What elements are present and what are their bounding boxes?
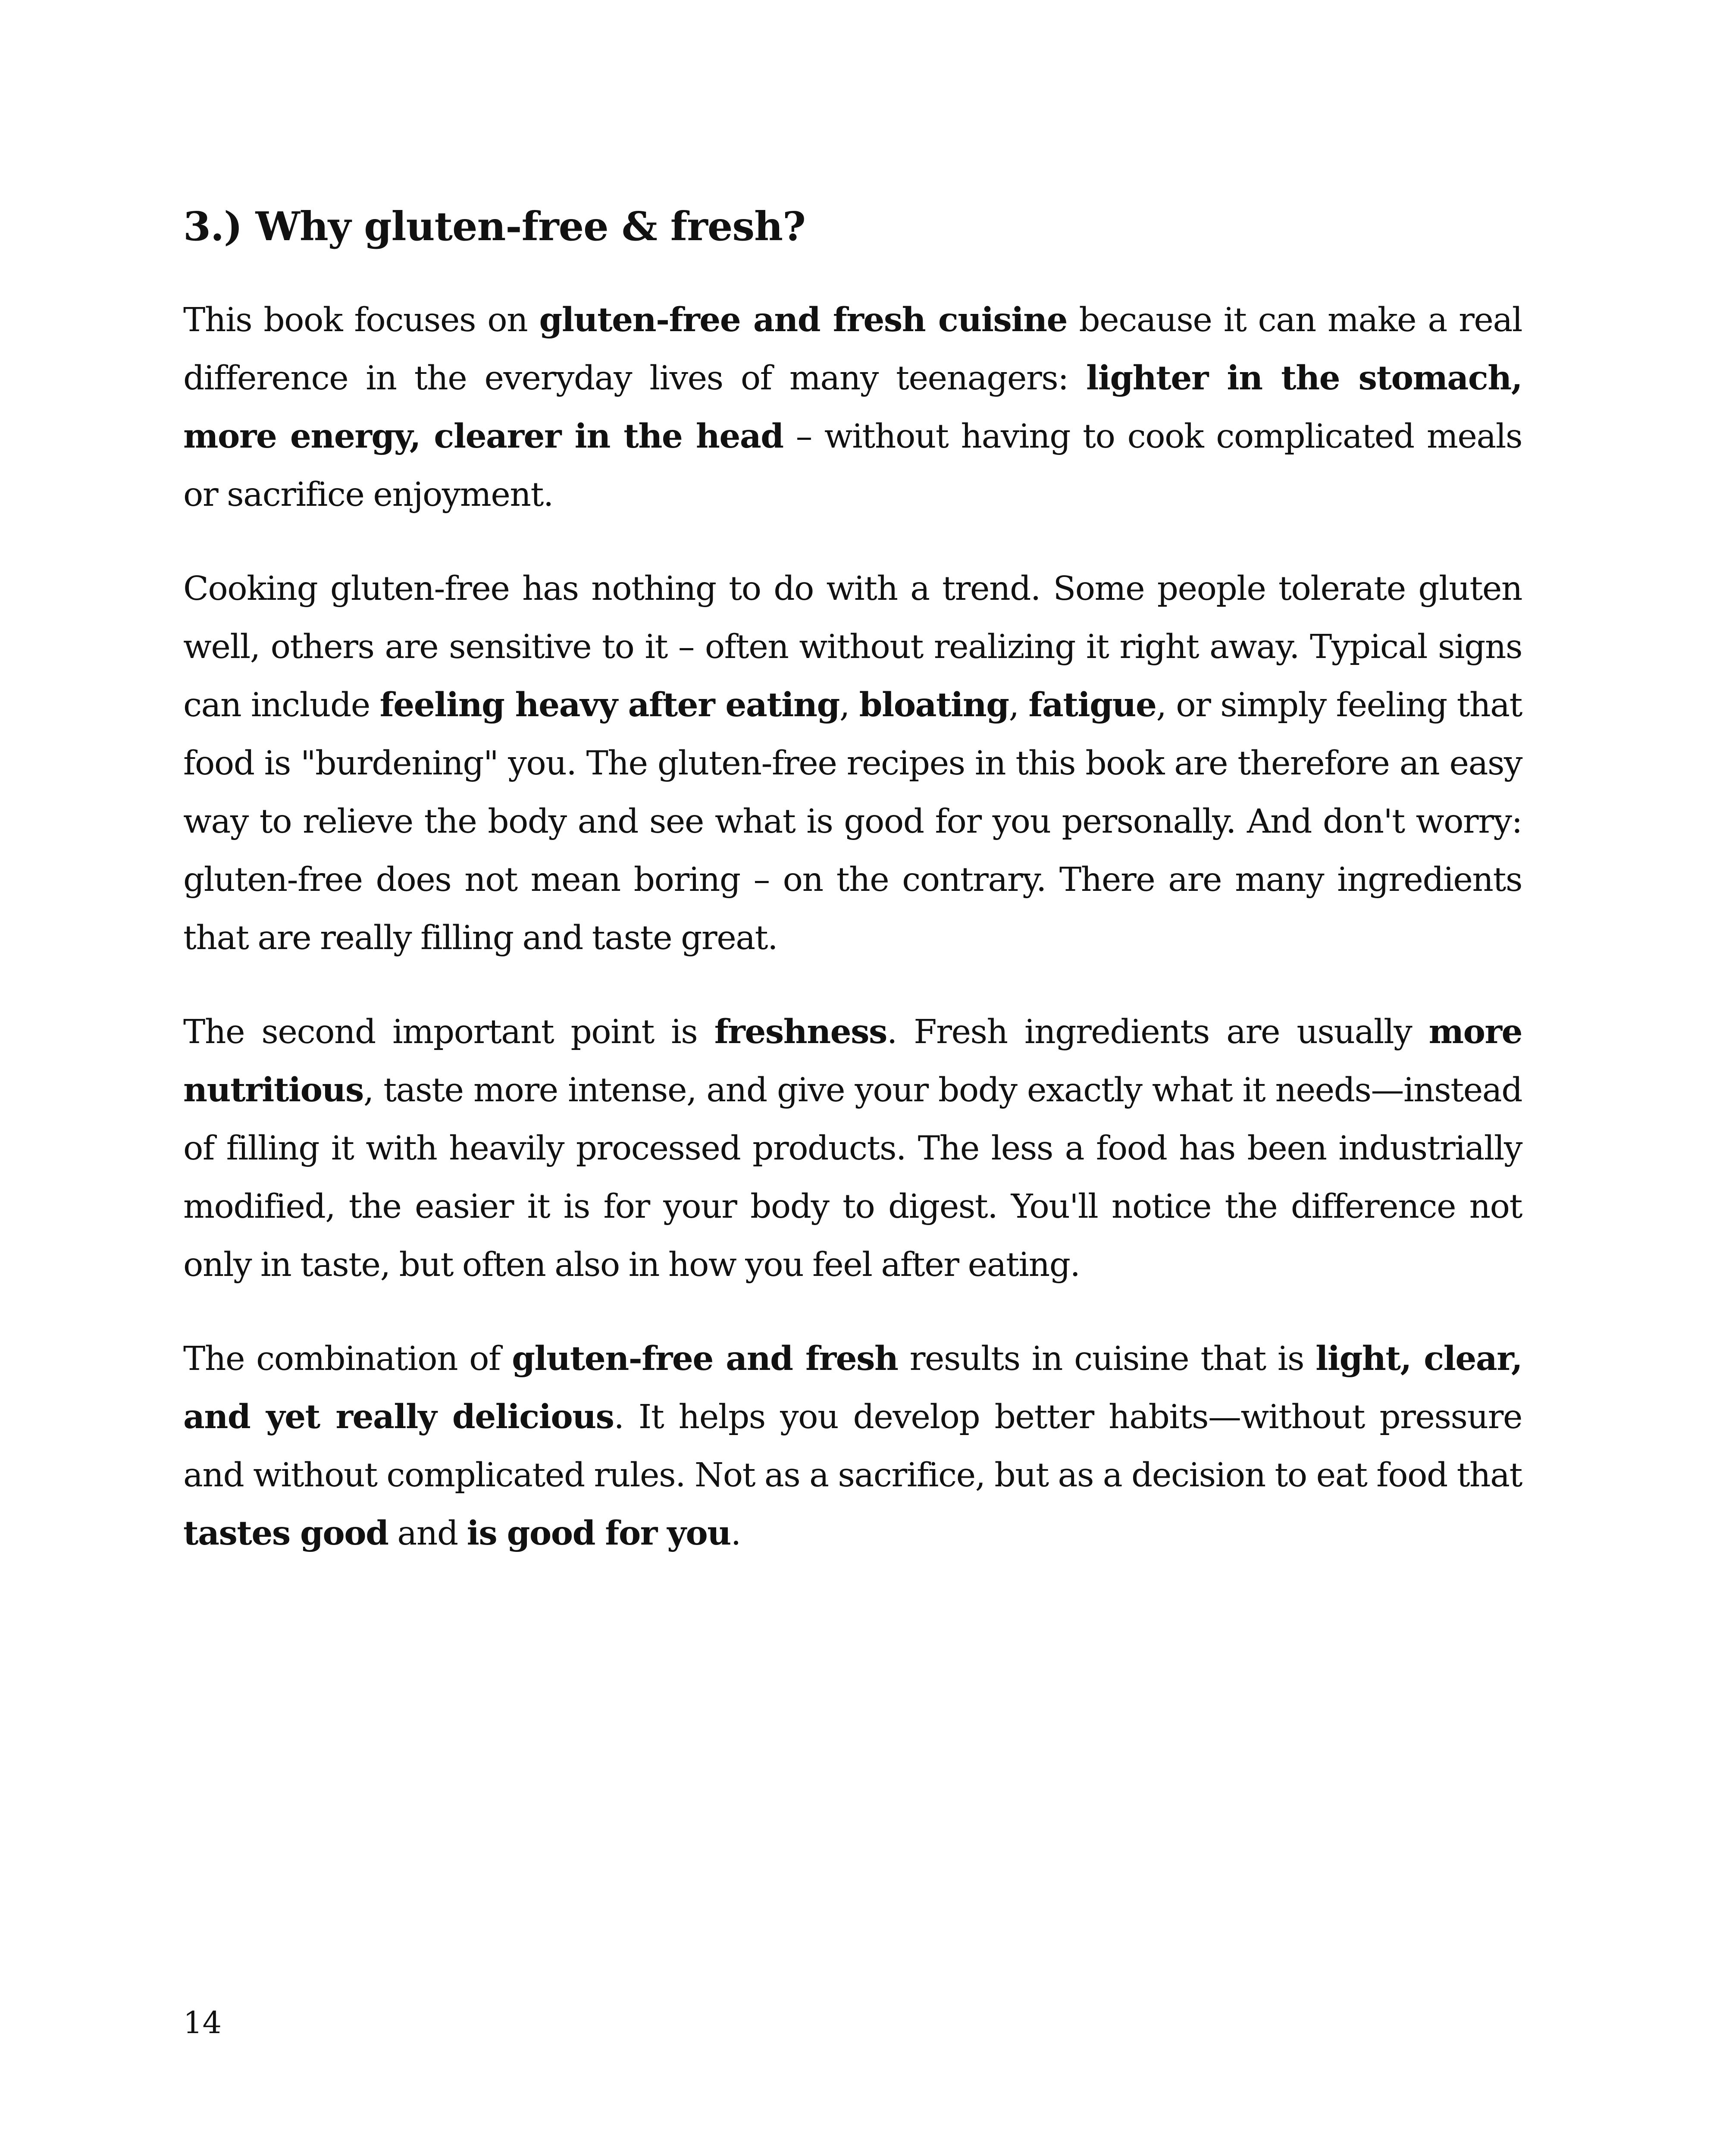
paragraph — [183, 291, 1522, 524]
text-run: and — [388, 1514, 467, 1553]
bold-text: lighter in the stomach, more energy, clearer in the head — [183, 359, 1522, 456]
text-run: . — [730, 1514, 741, 1553]
text-run: The combination of — [183, 1340, 512, 1379]
text-run: The second important point is — [183, 1013, 714, 1052]
bold-text: fatigue — [1028, 686, 1156, 725]
bold-text: feeling heavy after eating — [379, 686, 839, 725]
bold-text: more nutritious — [183, 1012, 1522, 1110]
bold-text: is good for you — [467, 1514, 731, 1553]
text-run: . Fresh ingredients are usually — [886, 1013, 1429, 1052]
text-run: , — [839, 686, 859, 725]
bold-text: bloating — [859, 686, 1009, 725]
text-run: , — [1009, 686, 1029, 725]
text-run: because it can make a real difference in the everyday lives of many teenagers: — [183, 301, 1522, 398]
text-run: . It helps you develop better habits—without pressure and without complicated rules. Not as a sacrifice, but as a decision to eat food that — [183, 1398, 1522, 1495]
bold-text: gluten-free and fresh — [512, 1339, 898, 1379]
text-run: Cooking gluten-free has nothing to do with a trend. Some people tolerate gluten well, others are sensitive to it – often without realizing it right away. Typical signs can include — [183, 570, 1522, 725]
section-heading: 3.) Why gluten-free & fresh? — [183, 203, 805, 250]
text-run: – without having to cook complicated meals or sacrifice enjoyment. — [183, 417, 1522, 514]
page-number: 14 — [183, 2005, 222, 2040]
text-run: , taste more intense, and give your body exactly what it needs—instead of filling it with heavily processed products. The less a food has been industrially modified, the easier it is for your body to digest. You'll notice the difference not only in taste, but often also in how you feel after eating. — [183, 1071, 1522, 1285]
bold-text: freshness — [714, 1012, 887, 1052]
text-run: results in cuisine that is — [898, 1340, 1316, 1379]
text-run: This book focuses on — [183, 301, 539, 340]
text-run: , or simply feeling that food is "burdening" you. The gluten-free recipes in this book are therefore an easy way to relieve the body and see what is good for you personally. And don't worry: gluten-free does not mean boring – on the contrary. There are many ingredients that are really filling and taste great. — [183, 686, 1522, 958]
bold-text: light, clear, and yet really delicious — [183, 1339, 1522, 1437]
paragraph — [183, 1003, 1522, 1294]
paragraph — [183, 1330, 1522, 1563]
bold-text: tastes good — [183, 1514, 388, 1553]
page-content — [183, 203, 1522, 1598]
bold-text: gluten-free and fresh cuisine — [539, 301, 1068, 340]
paragraph — [183, 560, 1522, 967]
